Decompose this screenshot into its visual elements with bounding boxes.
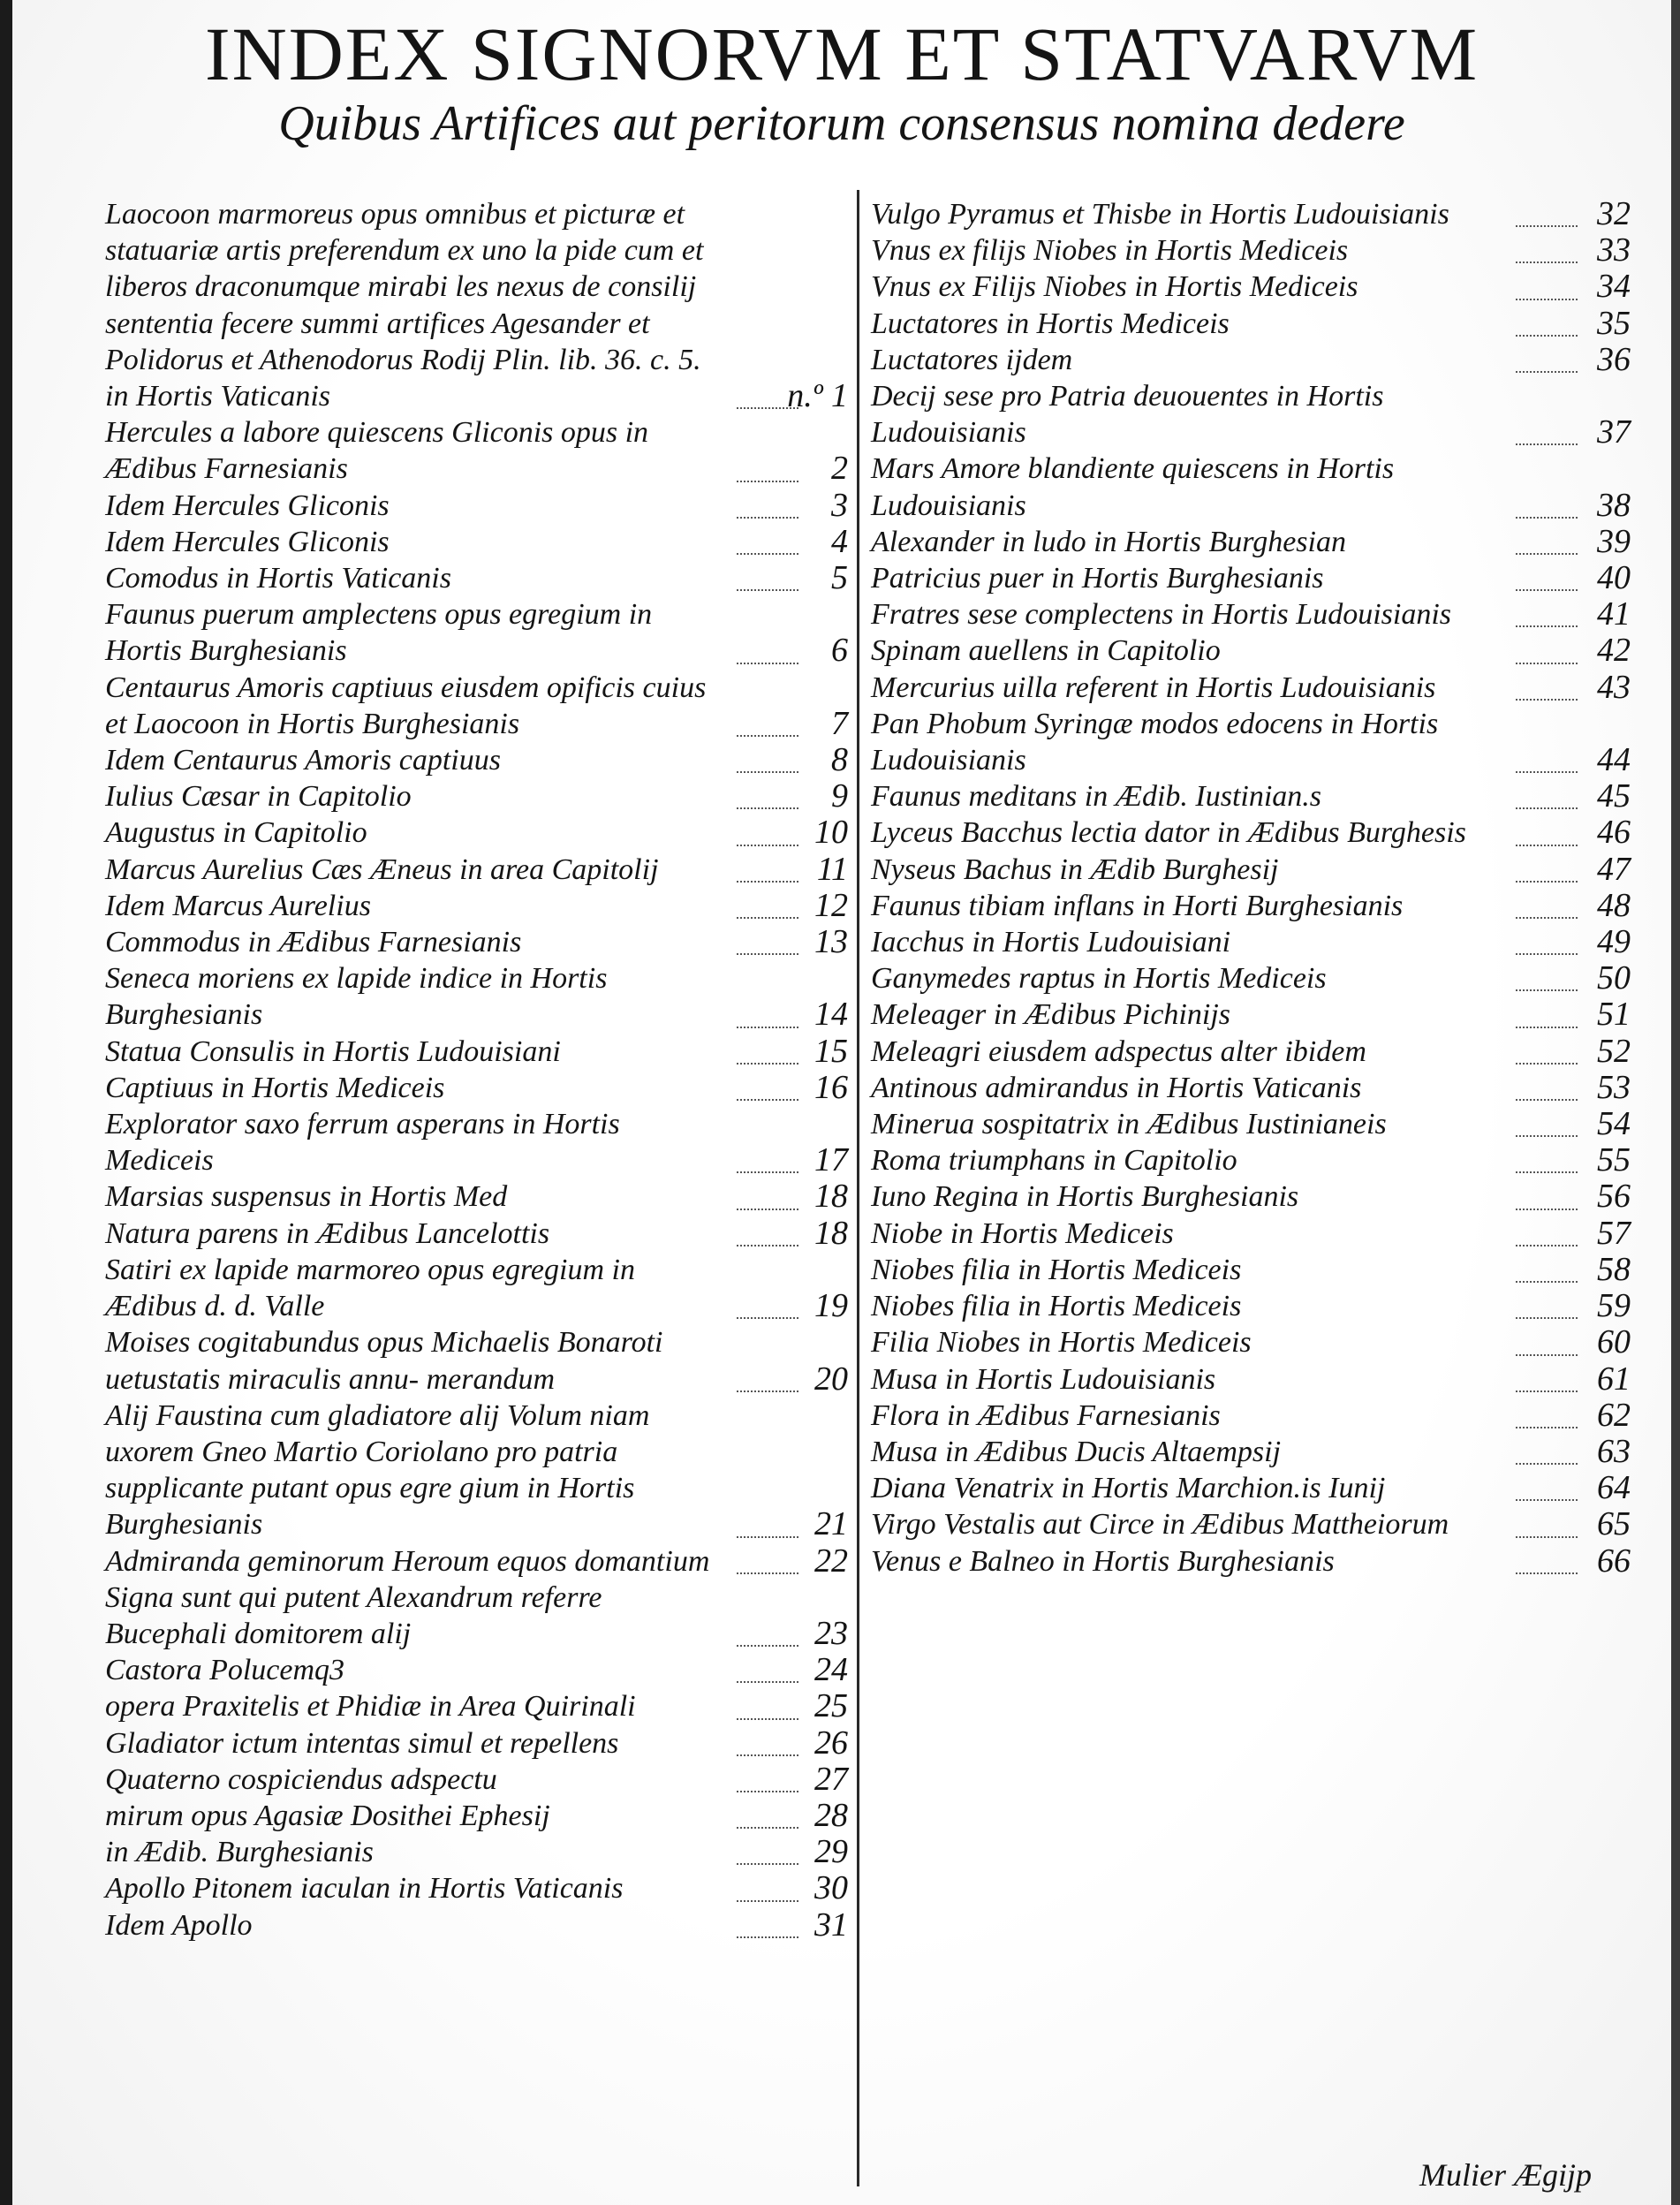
entry-text: Minerua sospitatrix in Ædibus Iustinianeis	[871, 1108, 1387, 1141]
index-entry	[871, 378, 1631, 451]
entry-text: Comodus in Hortis Vaticanis	[105, 562, 451, 595]
entry-number: 29	[814, 1833, 848, 1871]
entry-text: Ganymedes raptus in Hortis Mediceis	[871, 962, 1327, 996]
index-entry	[871, 1324, 1631, 1360]
page-title: INDEX SIGNORVM ET STATVARVM	[204, 11, 1479, 96]
index-entry	[105, 1398, 851, 1543]
entry-text: Roma triumphans in Capitolio	[871, 1144, 1237, 1178]
dotted-leader	[737, 663, 798, 664]
dotted-leader	[1516, 261, 1578, 263]
entry-text: Nyseus Bachus in Ædib Burghesij	[871, 852, 1279, 886]
entry-text: Virgo Vestalis aut Circe in Ædibus Mattheiorum	[871, 1508, 1449, 1542]
index-entry	[105, 1652, 851, 1688]
right-column	[871, 196, 1631, 1580]
entry-number: 59	[1597, 1287, 1631, 1325]
dotted-leader	[1516, 953, 1578, 955]
entry-number: 3	[831, 486, 848, 524]
entry-text: Luctatores ijdem	[871, 343, 1073, 376]
entry-text: Alexander in ludo in Hortis Burghesian	[871, 525, 1346, 558]
entry-text: mirum opus Agasiæ Dosithei Ephesij	[105, 1799, 550, 1832]
column-divider	[857, 190, 859, 2186]
index-entry	[105, 1870, 851, 1906]
entry-number: 6	[831, 632, 848, 670]
entry-number: 2	[831, 450, 848, 488]
index-entry	[105, 1580, 851, 1652]
index-entry	[105, 778, 851, 815]
dotted-leader	[737, 845, 798, 846]
entry-number: 51	[1597, 996, 1631, 1034]
entry-text: Vulgo Pyramus et Thisbe in Hortis Ludouisianis	[871, 198, 1449, 231]
dotted-leader	[737, 1936, 798, 1938]
page-subtitle: Quibus Artifices aut peritorum consensus nomina dedere	[278, 96, 1405, 151]
entry-number: 26	[814, 1724, 848, 1762]
index-entry	[105, 1725, 851, 1762]
entry-number: 30	[814, 1869, 848, 1907]
footer-note: Mulier Ægijp	[1419, 2157, 1592, 2193]
dotted-leader	[1516, 335, 1578, 337]
dotted-leader	[1516, 589, 1578, 591]
dotted-leader	[1516, 1536, 1578, 1538]
index-entry	[105, 1762, 851, 1798]
entry-number: 38	[1597, 486, 1631, 524]
entry-number: 11	[816, 850, 848, 888]
entry-number: 41	[1597, 595, 1631, 633]
dotted-leader	[737, 1245, 798, 1246]
entry-number: 60	[1597, 1323, 1631, 1361]
index-entry	[871, 1070, 1631, 1106]
entry-text: Iacchus in Hortis Ludouisiani	[871, 926, 1231, 959]
entry-text: Niobe in Hortis Mediceis	[871, 1216, 1174, 1250]
entry-text: Moises cogitabundus opus Michaelis Bonaroti uetustatis miraculis annu- merandum	[105, 1326, 663, 1396]
entry-number: 39	[1597, 522, 1631, 560]
dotted-leader	[1516, 771, 1578, 773]
dotted-leader	[737, 917, 798, 919]
index-entry	[105, 596, 851, 669]
entry-text: Iuno Regina in Hortis Burghesianis	[871, 1180, 1299, 1214]
dotted-leader	[1516, 1281, 1578, 1283]
index-entry	[871, 852, 1631, 888]
index-entry	[871, 1034, 1631, 1070]
entry-number: 40	[1597, 559, 1631, 597]
entry-text: Vnus ex Filijs Niobes in Hortis Mediceis	[871, 270, 1358, 304]
dotted-leader	[1516, 1427, 1578, 1428]
entry-text: Mars Amore blandiente quiescens in Hortis Ludouisianis	[871, 452, 1395, 522]
index-entry	[871, 1288, 1631, 1324]
entry-text: Antinous admirandus in Hortis Vaticanis	[871, 1071, 1362, 1104]
entry-text: Iulius Cæsar in Capitolio	[105, 780, 412, 814]
index-entry	[105, 742, 851, 778]
entry-text: Pan Phobum Syringæ modos edocens in Hortis Ludouisianis	[871, 707, 1439, 777]
dotted-leader	[737, 517, 798, 519]
index-entry	[871, 960, 1631, 996]
entry-number: 7	[831, 704, 848, 742]
index-entry	[871, 560, 1631, 596]
entry-text: Idem Hercules Gliconis	[105, 525, 390, 558]
index-entry	[871, 815, 1631, 851]
entry-number: 33	[1597, 231, 1631, 269]
entry-number: 46	[1597, 814, 1631, 852]
entry-text: Natura parens in Ædibus Lancelottis	[105, 1216, 550, 1250]
index-entry	[105, 924, 851, 960]
entry-text: Admiranda geminorum Heroum equos domantium	[105, 1544, 710, 1578]
entry-number: 8	[831, 741, 848, 779]
dotted-leader	[737, 1791, 798, 1792]
entry-text: Spinam auellens in Capitolio	[871, 634, 1221, 668]
dotted-leader	[1516, 807, 1578, 809]
entry-number: 31	[814, 1906, 848, 1944]
entry-text: Satiri ex lapide marmoreo opus egregium in Ædibus d. d. Valle	[105, 1253, 635, 1323]
index-entry	[105, 414, 851, 487]
entry-text: Augustus in Capitolio	[105, 816, 367, 850]
index-entry	[871, 996, 1631, 1033]
entry-number: 24	[814, 1651, 848, 1689]
entry-number: 16	[814, 1068, 848, 1106]
entry-number: 44	[1597, 741, 1631, 779]
dotted-leader	[1516, 225, 1578, 227]
entry-number: 35	[1597, 304, 1631, 342]
index-entry	[871, 633, 1631, 669]
index-entry	[871, 1178, 1631, 1215]
index-entry	[105, 1688, 851, 1724]
entry-text: Luctatores in Hortis Mediceis	[871, 307, 1230, 340]
dotted-leader	[1516, 699, 1578, 701]
dotted-leader	[737, 1718, 798, 1720]
index-entry	[871, 306, 1631, 342]
index-entry	[105, 1798, 851, 1834]
dotted-leader	[737, 1171, 798, 1173]
index-entry	[871, 1434, 1631, 1470]
entry-number: 13	[814, 923, 848, 961]
index-entry	[105, 1543, 851, 1580]
entry-number: 48	[1597, 886, 1631, 924]
dotted-leader	[1516, 881, 1578, 883]
dotted-leader	[737, 589, 798, 591]
index-entry	[105, 1106, 851, 1178]
entry-text: Diana Venatrix in Hortis Marchion.is Iunij	[871, 1472, 1386, 1505]
entry-text: opera Praxitelis et Phidiæ in Area Quirinali	[105, 1690, 636, 1724]
index-entry	[871, 924, 1631, 960]
entry-number: 28	[814, 1796, 848, 1834]
entry-text: Alij Faustina cum gladiatore alij Volum niam uxorem Gneo Martio Coriolano pro patria supplicante putant opus egre gium in Hortis Burghesianis	[105, 1398, 650, 1542]
index-entry	[871, 269, 1631, 305]
dotted-leader	[1516, 1099, 1578, 1101]
left-column	[105, 196, 851, 1944]
entry-number: 66	[1597, 1542, 1631, 1580]
dotted-leader	[737, 1645, 798, 1647]
dotted-leader	[737, 1209, 798, 1210]
entry-number: 34	[1597, 268, 1631, 306]
entry-number: 12	[814, 886, 848, 924]
dotted-leader	[737, 553, 798, 555]
entry-number: 58	[1597, 1250, 1631, 1288]
dotted-leader	[737, 1681, 798, 1683]
index-entry	[871, 451, 1631, 523]
entry-number: n.º 1	[787, 377, 848, 415]
dotted-leader	[1516, 371, 1578, 373]
entry-text: Musa in Hortis Ludouisianis	[871, 1362, 1216, 1396]
index-entry	[105, 960, 851, 1033]
entry-number: 61	[1597, 1360, 1631, 1398]
entry-text: Meleager in Ædibus Pichinijs	[871, 998, 1231, 1032]
entry-number: 56	[1597, 1178, 1631, 1216]
index-entry	[871, 596, 1631, 633]
entry-text: in Ædib. Burghesianis	[105, 1836, 374, 1869]
entry-number: 45	[1597, 777, 1631, 815]
entry-text: Niobes filia in Hortis Mediceis	[871, 1290, 1242, 1323]
index-entry	[105, 888, 851, 924]
entry-number: 23	[814, 1614, 848, 1652]
entry-text: Musa in Ædibus Ducis Altaempsij	[871, 1435, 1282, 1468]
entry-number: 64	[1597, 1469, 1631, 1507]
dotted-leader	[737, 953, 798, 955]
index-entry	[105, 1324, 851, 1397]
entry-number: 42	[1597, 632, 1631, 670]
index-entry	[871, 232, 1631, 269]
dotted-leader	[737, 1027, 798, 1028]
entry-text: Idem Centaurus Amoris captiuus	[105, 744, 501, 777]
entry-text: Captiuus in Hortis Mediceis	[105, 1071, 445, 1104]
entry-text: Faunus tibiam inflans in Horti Burghesianis	[871, 889, 1404, 922]
entry-text: Lyceus Bacchus lectia dator in Ædibus Burghesis	[871, 816, 1466, 850]
entry-text: Flora in Ædibus Farnesianis	[871, 1398, 1221, 1432]
entry-number: 20	[814, 1360, 848, 1398]
dotted-leader	[737, 1099, 798, 1101]
entry-number: 19	[814, 1287, 848, 1325]
entry-number: 17	[814, 1141, 848, 1179]
dotted-leader	[737, 481, 798, 482]
index-entry	[871, 342, 1631, 378]
entry-number: 50	[1597, 959, 1631, 997]
dotted-leader	[737, 1317, 798, 1319]
entry-text: Idem Marcus Aurelius	[105, 889, 371, 922]
entry-text: Hercules a labore quiescens Gliconis opus in Ædibus Farnesianis	[105, 416, 649, 486]
dotted-leader	[737, 735, 798, 737]
dotted-leader	[737, 1827, 798, 1829]
dotted-leader	[1516, 663, 1578, 664]
dotted-leader	[737, 1754, 798, 1756]
dotted-leader	[737, 1390, 798, 1392]
entry-text: Idem Hercules Gliconis	[105, 489, 390, 522]
index-entry	[105, 560, 851, 596]
dotted-leader	[737, 771, 798, 773]
dotted-leader	[1516, 443, 1578, 445]
entry-text: Centaurus Amoris captiuus eiusdem opificis cuius et Laocoon in Hortis Burghesianis	[105, 671, 707, 740]
entry-text: Faunus puerum amplectens opus egregium in Hortis Burghesianis	[105, 598, 653, 668]
dotted-leader	[1516, 1063, 1578, 1065]
dotted-leader	[1516, 845, 1578, 846]
index-entry	[105, 524, 851, 560]
dotted-leader	[1516, 1463, 1578, 1465]
index-entry	[871, 1252, 1631, 1288]
entry-number: 9	[831, 777, 848, 815]
dotted-leader	[1516, 917, 1578, 919]
entry-number: 27	[814, 1760, 848, 1798]
dotted-leader	[1516, 1499, 1578, 1501]
index-entry	[105, 852, 851, 888]
entry-number: 52	[1597, 1032, 1631, 1070]
index-entry	[105, 1907, 851, 1944]
index-entry	[105, 1034, 851, 1070]
entry-text: Apollo Pitonem iaculan in Hortis Vaticanis	[105, 1872, 624, 1906]
index-entry	[105, 1252, 851, 1324]
entry-text: Signa sunt qui putent Alexandrum referre Bucephali domitorem alij	[105, 1580, 602, 1650]
index-entry	[105, 196, 851, 414]
entry-number: 54	[1597, 1105, 1631, 1143]
entry-number: 18	[814, 1214, 848, 1252]
dotted-leader	[737, 1863, 798, 1865]
index-entry	[871, 1106, 1631, 1142]
entry-text: Castora Polucemq3	[105, 1654, 345, 1687]
entry-number: 49	[1597, 923, 1631, 961]
entry-text: Mercurius uilla referent in Hortis Ludouisianis	[871, 671, 1436, 704]
entry-text: Seneca moriens ex lapide indice in Hortis Burghesianis	[105, 962, 608, 1032]
index-entry	[871, 778, 1631, 815]
index-entry	[871, 1361, 1631, 1398]
dotted-leader	[1516, 989, 1578, 991]
index-entry	[871, 888, 1631, 924]
entry-text: Filia Niobes in Hortis Mediceis	[871, 1326, 1252, 1360]
index-entry	[105, 1070, 851, 1106]
index-entry	[871, 1398, 1631, 1434]
index-entry	[871, 1142, 1631, 1178]
entry-number: 21	[814, 1505, 848, 1543]
entry-number: 65	[1597, 1505, 1631, 1543]
entry-text: Niobes filia in Hortis Mediceis	[871, 1253, 1242, 1286]
index-entry	[105, 670, 851, 742]
entry-text: Commodus in Ædibus Farnesianis	[105, 926, 522, 959]
index-entry	[871, 706, 1631, 778]
index-entry	[105, 1834, 851, 1870]
entry-number: 47	[1597, 850, 1631, 888]
index-entry	[105, 488, 851, 524]
entry-number: 43	[1597, 668, 1631, 706]
dotted-leader	[1516, 1171, 1578, 1173]
index-entry	[871, 524, 1631, 560]
entry-number: 10	[814, 814, 848, 852]
entry-number: 4	[831, 522, 848, 560]
entry-number: 25	[814, 1687, 848, 1725]
entry-text: Explorator saxo ferrum asperans in Hortis Mediceis	[105, 1108, 620, 1178]
entry-text: Laocoon marmoreus opus omnibus et picturæ et statuariæ artis preferendum ex uno la pide cum et liberos draconumque mirabi les nexus de consilij sententia fecere summi artifices Agesander et Polidorus et Athenodorus Rodij Plin. lib. 36. c. 5. in Hortis Vaticanis	[105, 198, 704, 413]
dotted-leader	[1516, 1354, 1578, 1356]
index-entry	[105, 1216, 851, 1252]
entry-number: 36	[1597, 340, 1631, 378]
index-entry	[105, 1178, 851, 1215]
dotted-leader	[737, 807, 798, 809]
entry-number: 18	[814, 1178, 848, 1216]
entry-text: Marsias suspensus in Hortis Med	[105, 1180, 508, 1214]
entry-text: Quaterno cospiciendus adspectu	[105, 1762, 497, 1796]
entry-number: 63	[1597, 1432, 1631, 1470]
index-entry	[871, 1543, 1631, 1580]
dotted-leader	[1516, 1027, 1578, 1028]
entry-text: Patricius puer in Hortis Burghesianis	[871, 562, 1324, 595]
entry-text: Faunus meditans in Ædib. Iustinian.s	[871, 780, 1322, 814]
entry-text: Idem Apollo	[105, 1908, 253, 1942]
index-entry	[871, 196, 1631, 232]
entry-text: Statua Consulis in Hortis Ludouisiani	[105, 1034, 561, 1068]
entry-number: 14	[814, 996, 848, 1034]
entry-text: Marcus Aurelius Cæs Æneus in area Capitolij	[105, 852, 659, 886]
dotted-leader	[1516, 625, 1578, 627]
entry-number: 62	[1597, 1396, 1631, 1434]
dotted-leader	[737, 1063, 798, 1065]
dotted-leader	[1516, 553, 1578, 555]
dotted-leader	[1516, 1209, 1578, 1210]
dotted-leader	[1516, 1317, 1578, 1319]
entry-number: 57	[1597, 1214, 1631, 1252]
dotted-leader	[737, 1536, 798, 1538]
index-entry	[871, 1506, 1631, 1542]
entry-number: 53	[1597, 1068, 1631, 1106]
entry-number: 55	[1597, 1141, 1631, 1179]
dotted-leader	[1516, 1245, 1578, 1246]
entry-number: 15	[814, 1032, 848, 1070]
dotted-leader	[1516, 1135, 1578, 1137]
index-entry	[871, 670, 1631, 706]
entry-number: 32	[1597, 195, 1631, 232]
dotted-leader	[737, 881, 798, 883]
entry-number: 22	[814, 1542, 848, 1580]
index-entry	[105, 815, 851, 851]
entry-text: Decij sese pro Patria deuouentes in Hortis Ludouisianis	[871, 380, 1384, 450]
entry-text: Gladiator ictum intentas simul et repellens	[105, 1726, 619, 1760]
entry-text: Fratres sese complectens in Hortis Ludouisianis	[871, 598, 1451, 632]
entry-number: 5	[831, 559, 848, 597]
dotted-leader	[737, 1572, 798, 1574]
index-entry	[871, 1216, 1631, 1252]
entry-text: Venus e Balneo in Hortis Burghesianis	[871, 1544, 1335, 1578]
dotted-leader	[1516, 299, 1578, 300]
entry-text: Meleagri eiusdem adspectus alter ibidem	[871, 1034, 1366, 1068]
index-entry	[871, 1470, 1631, 1506]
entry-text: Vnus ex filijs Niobes in Hortis Mediceis	[871, 234, 1349, 268]
entry-number: 37	[1597, 413, 1631, 451]
dotted-leader	[1516, 517, 1578, 519]
dotted-leader	[737, 1900, 798, 1902]
dotted-leader	[1516, 1390, 1578, 1392]
dotted-leader	[1516, 1572, 1578, 1574]
